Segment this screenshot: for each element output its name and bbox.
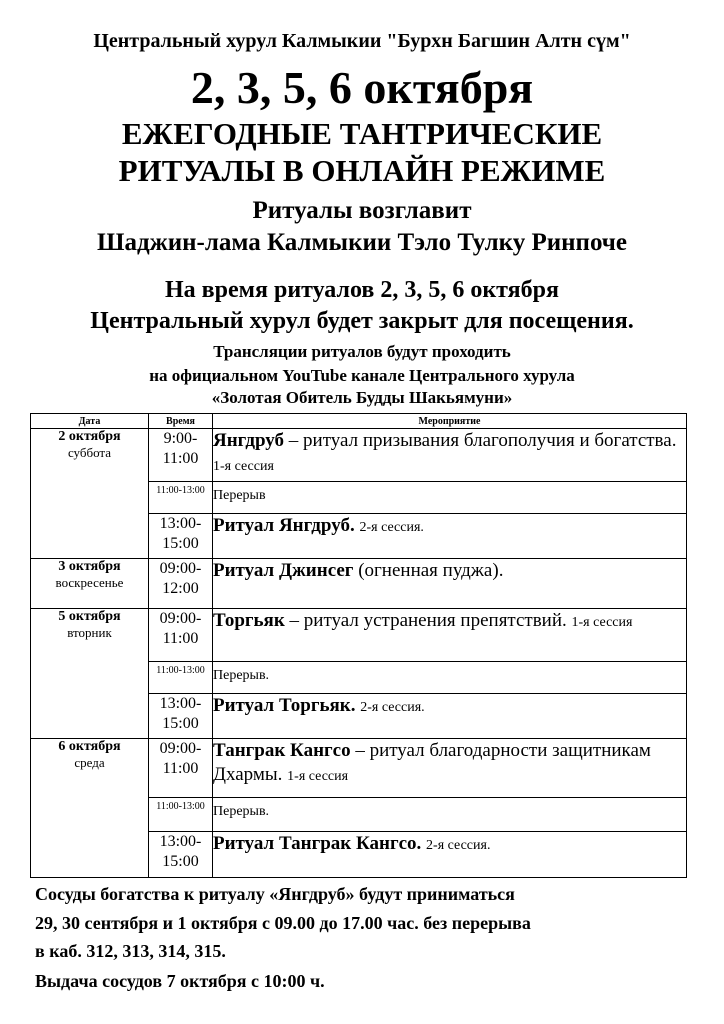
session-label: 1-я сессия xyxy=(571,615,633,630)
event-cell xyxy=(213,832,687,878)
event-cell xyxy=(213,739,687,798)
event-title: Танграк Кангсо xyxy=(213,740,351,761)
day-weekday: среда xyxy=(74,755,105,770)
event-title: Ритуал Янгдруб. xyxy=(213,515,355,536)
day-date: 2 октября xyxy=(58,429,121,444)
broadcast-line-2: на официальном YouTube канале Центрального хурула xyxy=(149,366,575,385)
org-name: Центральный хурул Калмыкии "Бурхн Багшин Алтн сүм" xyxy=(93,30,631,52)
title-line-1: ЕЖЕГОДНЫЕ ТАНТРИЧЕСКИЕ xyxy=(121,116,603,151)
footer-line-2: 29, 30 сентября и 1 октября с 09.00 до 17.00 час. без перерыва xyxy=(35,913,531,933)
schedule-row xyxy=(31,559,687,609)
time-cell: 09:00-12:00 xyxy=(149,559,213,609)
footer-line-1: Сосуды богатства к ритуалу «Янгдруб» будут приниматься xyxy=(35,884,515,904)
day-date: 6 октября xyxy=(58,739,121,754)
event-cell xyxy=(213,514,687,559)
event-title: Ритуал Торгьяк. xyxy=(213,695,356,716)
event-cell xyxy=(213,609,687,662)
event-cell xyxy=(213,694,687,739)
date-cell xyxy=(31,429,149,559)
session-label: 2-я сессия. xyxy=(426,838,491,853)
notice-line-2: Центральный хурул будет закрыт для посещения. xyxy=(90,308,634,334)
break-label: Перерыв xyxy=(213,488,266,503)
title-line-2: РИТУАЛЫ В ОНЛАЙН РЕЖИМЕ xyxy=(118,153,606,188)
event-title: Торгьяк xyxy=(213,610,285,631)
event-description: – ритуал призывания благополучия и богатства. xyxy=(284,430,677,451)
lead-line-1: Ритуалы возглавит xyxy=(252,197,472,224)
broadcast-line-1: Трансляции ритуалов будут проходить xyxy=(213,342,511,361)
event-title: Ритуал Джинсег xyxy=(213,560,354,581)
event-dates: 2, 3, 5, 6 октября xyxy=(190,62,534,113)
event-cell xyxy=(213,662,687,694)
day-weekday: вторник xyxy=(67,625,112,640)
schedule-table xyxy=(30,413,687,878)
lead-line-2: Шаджин-лама Калмыкии Тэло Тулку Ринпоче xyxy=(96,229,628,256)
time-cell: 13:00-15:00 xyxy=(149,694,213,739)
event-title: Янгдруб xyxy=(213,430,285,451)
footer-line-3: в каб. 312, 313, 314, 315. xyxy=(35,941,226,961)
time-cell: 11:00-13:00 xyxy=(149,798,213,832)
header-date: Дата xyxy=(31,414,149,429)
day-weekday: воскресенье xyxy=(55,575,124,590)
schedule-body xyxy=(31,429,687,878)
time-cell: 9:00-11:00 xyxy=(149,429,213,482)
session-label: 1-я сессия xyxy=(287,769,349,784)
day-date: 3 октября xyxy=(58,559,121,574)
footer-line-4: Выдача сосудов 7 октября с 10:00 ч. xyxy=(35,971,325,991)
notice-line-1: На время ритуалов 2, 3, 5, 6 октября xyxy=(165,277,559,303)
event-title: Ритуал Танграк Кангсо. xyxy=(213,833,422,854)
session-label: 2-я сессия. xyxy=(360,700,425,715)
session-label: 2-я сессия. xyxy=(359,520,424,535)
time-cell: 11:00-13:00 xyxy=(149,662,213,694)
date-cell xyxy=(31,609,149,739)
schedule-row xyxy=(31,429,687,482)
schedule-row xyxy=(31,739,687,798)
event-cell xyxy=(213,429,687,482)
event-description: (огненная пуджа). xyxy=(353,560,504,581)
break-label: Перерыв. xyxy=(213,668,270,683)
date-cell xyxy=(31,559,149,609)
broadcast-channel-name: «Золотая Обитель Будды Шакьямуни» xyxy=(211,388,513,407)
event-cell xyxy=(213,798,687,832)
event-description: – ритуал благодарности защитникам Дхармы. xyxy=(213,740,651,785)
event-cell xyxy=(213,482,687,514)
session-label: 1-я сессия xyxy=(213,459,274,474)
date-cell xyxy=(31,739,149,878)
time-cell: 09:00-11:00 xyxy=(149,609,213,662)
time-cell: 13:00-15:00 xyxy=(149,832,213,878)
day-weekday: суббота xyxy=(67,445,112,460)
schedule-row xyxy=(31,609,687,662)
header-event: Мероприятие xyxy=(213,414,687,429)
time-cell: 09:00-11:00 xyxy=(149,739,213,798)
break-label: Перерыв. xyxy=(213,804,270,819)
event-cell xyxy=(213,559,687,609)
time-cell: 13:00-15:00 xyxy=(149,514,213,559)
event-description: – ритуал устранения препятствий. xyxy=(284,610,572,631)
header-time: Время xyxy=(149,414,213,429)
time-cell: 11:00-13:00 xyxy=(149,482,213,514)
day-date: 5 октября xyxy=(58,609,121,624)
